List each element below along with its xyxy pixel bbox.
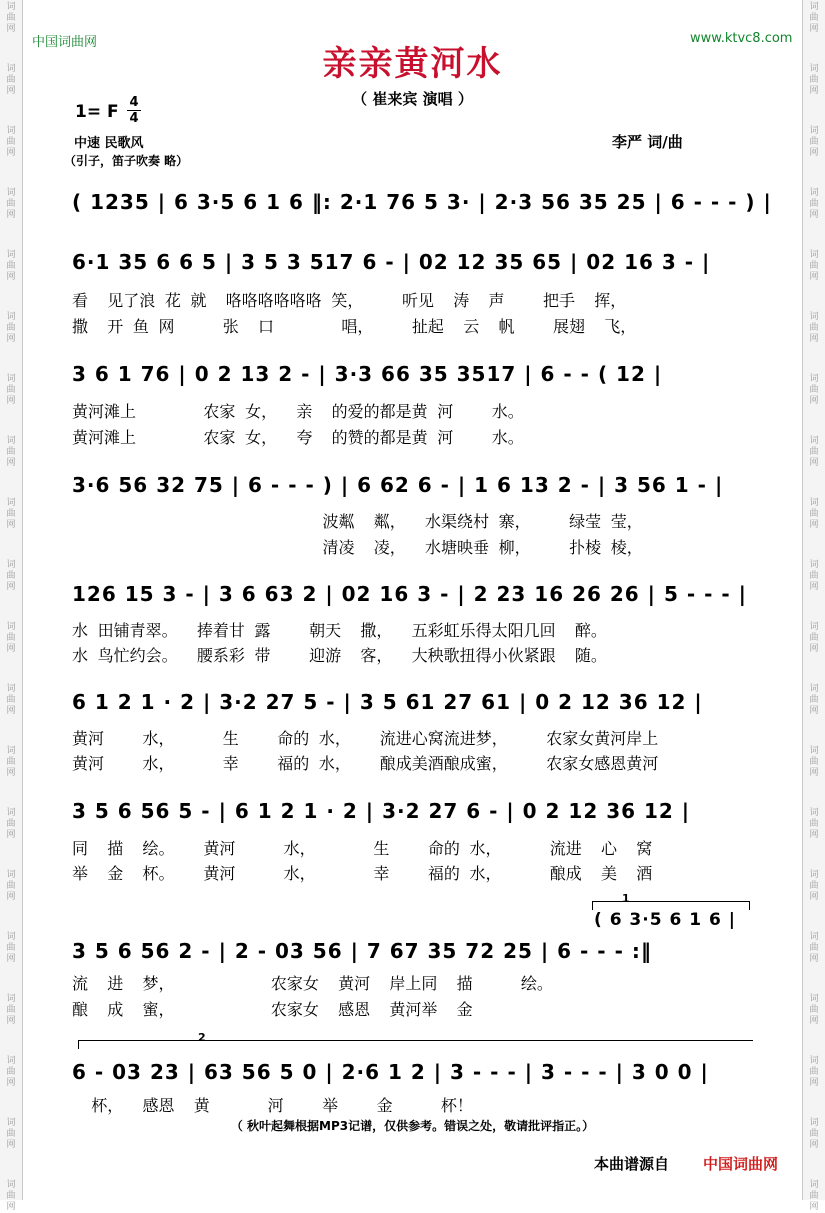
time-numerator: 4 xyxy=(129,95,139,110)
lyric-line-8b: 酿 成 蜜， 农家女 感恩 黄河举 金 xyxy=(72,1000,473,1019)
music-line-9: 6 - 03 23 | 63 56 5 0 | 2·6 1 2 | 3 - - - | 3 - - - | 3 0 0 | xyxy=(72,1060,709,1084)
watermark-text: 词 曲 网 xyxy=(6,374,16,406)
lyric-line-6a: 黄河 水， 生 命的 水， 流进心窝流进梦， 农家女黄河岸上 xyxy=(72,729,659,748)
lyric-line-9: 杯， 感恩 黄 河 举 金 杯！ xyxy=(72,1096,473,1115)
watermark-text: 词 曲 网 xyxy=(809,126,819,158)
left-watermark-strip xyxy=(0,0,23,1212)
watermark-text: 词 曲 网 xyxy=(809,1056,819,1088)
lyric-line-3a: 黄河滩上 农家 女， 亲 的爱的都是黄 河 水。 xyxy=(72,402,524,421)
watermark-text: 词 曲 网 xyxy=(809,250,819,282)
music-line-6: 6 1 2 1 · 2 | 3·2 27 5 - | 3 5 61 27 61 | 0 2 12 36 12 | xyxy=(72,690,703,714)
watermark-text: 词 曲 网 xyxy=(809,560,819,592)
lyric-line-3b: 黄河滩上 农家 女， 夸 的赞的都是黄 河 水。 xyxy=(72,428,524,447)
watermark-text: 词 曲 网 xyxy=(809,932,819,964)
watermark-text: 词 曲 网 xyxy=(809,1118,819,1150)
performer: （ 崔来宾 演唱 ） xyxy=(352,90,473,108)
site-link-right[interactable]: www.ktvc8.com xyxy=(690,31,793,46)
time-signature xyxy=(127,96,141,125)
watermark-text: 词 曲 网 xyxy=(6,250,16,282)
watermark-text: 词 曲 网 xyxy=(809,1180,819,1212)
source-site-link[interactable]: 中国词曲网 xyxy=(703,1155,779,1173)
watermark-text: 词 曲 网 xyxy=(809,808,819,840)
watermark-text: 词 曲 网 xyxy=(6,684,16,716)
lyric-line-8a: 流 进 梦， 农家女 黄河 岸上同 描 绘。 xyxy=(72,974,553,993)
watermark-text: 词 曲 网 xyxy=(809,374,819,406)
watermark-text: 词 曲 网 xyxy=(809,188,819,220)
watermark-text: 词 曲 网 xyxy=(6,932,16,964)
ending-phrase: ( 6 3·5 6 1 6 | xyxy=(594,910,736,930)
second-ending-number: 2 xyxy=(198,1031,206,1044)
watermark-text: 词 曲 网 xyxy=(6,560,16,592)
watermark-text: 词 曲 网 xyxy=(809,436,819,468)
lyric-line-6b: 黄河 水， 幸 福的 水， 酿成美酒酿成蜜， 农家女感恩黄河 xyxy=(72,754,659,773)
lyric-line-7b: 举 金 杯。 黄河 水， 幸 福的 水， 酿成 美 酒 xyxy=(72,864,653,883)
watermark-text: 词 曲 网 xyxy=(6,622,16,654)
first-ending-number: 1 xyxy=(622,892,630,905)
watermark-text: 词 曲 网 xyxy=(6,1056,16,1088)
time-denominator: 4 xyxy=(129,111,139,126)
watermark-text: 词 曲 网 xyxy=(809,312,819,344)
watermark-text: 词 曲 网 xyxy=(6,808,16,840)
watermark-text: 词 曲 网 xyxy=(809,870,819,902)
lyric-line-7a: 同 描 绘。 黄河 水， 生 命的 水， 流进 心 窝 xyxy=(72,839,653,858)
site-link-left[interactable]: 中国词曲网 xyxy=(32,35,98,50)
right-watermark-strip xyxy=(802,0,825,1212)
music-line-4: 3·6 56 32 75 | 6 - - - ) | 6 62 6 - | 1 6 13 2 - | 3 56 1 - | xyxy=(72,473,724,497)
composer: 李严 词/曲 xyxy=(612,133,683,151)
lyric-line-5b: 水 鸟忙约会。 腰系彩 带 迎游 客， 大秧歌扭得小伙紧跟 随。 xyxy=(72,646,607,665)
lyric-line-2a: 看 见了浪 花 就 咯咯咯咯咯咯 笑， 听见 涛 声 把手 挥， xyxy=(72,291,627,310)
tempo-marking: 中速 民歌风 xyxy=(74,136,144,151)
watermark-text: 词 曲 网 xyxy=(6,1180,16,1212)
music-line-5: 126 15 3 - | 3 6 63 2 | 02 16 3 - | 2 23 16 26 26 | 5 - - - | xyxy=(72,582,747,606)
transcription-note: （ 秋叶起舞根据MP3记谱，仅供参考。错误之处，敬请批评指正。） xyxy=(230,1119,595,1133)
music-line-3: 3 6 1 76 | 0 2 13 2 - | 3·3 66 35 3517 | 6 - - ( 12 | xyxy=(72,362,663,386)
music-line-7: 3 5 6 56 5 - | 6 1 2 1 · 2 | 3·2 27 6 - | 0 2 12 36 12 | xyxy=(72,799,691,823)
watermark-text: 词 曲 网 xyxy=(6,126,16,158)
watermark-text: 词 曲 网 xyxy=(809,684,819,716)
watermark-text: 词 曲 网 xyxy=(6,498,16,530)
watermark-text: 词 曲 网 xyxy=(6,188,16,220)
watermark-text: 词 曲 网 xyxy=(6,1118,16,1150)
first-ending-bracket xyxy=(592,901,750,910)
watermark-text: 词 曲 网 xyxy=(6,2,16,34)
watermark-text: 词 曲 网 xyxy=(6,870,16,902)
watermark-text: 词 曲 网 xyxy=(6,312,16,344)
watermark-text: 词 曲 网 xyxy=(809,622,819,654)
lyric-line-2b: 撒 开 鱼 网 张 口 唱， 扯起 云 帆 展翅 飞， xyxy=(72,317,637,336)
watermark-text: 词 曲 网 xyxy=(809,994,819,1026)
watermark-text: 词 曲 网 xyxy=(6,746,16,778)
intro-note: （引子，笛子吹奏 略） xyxy=(64,154,189,168)
watermark-text: 词 曲 网 xyxy=(809,498,819,530)
key-signature: 1= F xyxy=(75,102,119,122)
lyric-line-4b: 清凌 凌， 水塘映垂 柳， 扑棱 棱， xyxy=(72,538,643,557)
watermark-text: 词 曲 网 xyxy=(809,64,819,96)
second-ending-bracket xyxy=(78,1040,753,1049)
watermark-text: 词 曲 网 xyxy=(6,994,16,1026)
source-label: 本曲谱源自 xyxy=(594,1155,670,1173)
lyric-line-4a: 波粼 粼， 水渠绕村 寨， 绿莹 莹， xyxy=(72,512,643,531)
watermark-text: 词 曲 网 xyxy=(6,436,16,468)
watermark-text: 词 曲 网 xyxy=(6,64,16,96)
song-title: 亲亲黄河水 xyxy=(322,44,503,84)
music-line-2: 6·1 35 6 6 5 | 3 5 3 517 6 - | 02 12 35 65 | 02 16 3 - | xyxy=(72,250,711,274)
music-line-1: ( 1235 | 6 3·5 6 1 6 ‖: 2·1 76 5 3· | 2·3 56 35 25 | 6 - - - ) | xyxy=(72,190,772,214)
watermark-text: 词 曲 网 xyxy=(809,746,819,778)
watermark-text: 词 曲 网 xyxy=(809,2,819,34)
lyric-line-5a: 水 田铺青翠。 捧着甘 露 朝天 撒， 五彩虹乐得太阳几回 醉。 xyxy=(72,621,607,640)
music-line-8: 3 5 6 56 2 - | 2 - 03 56 | 7 67 35 72 25 | 6 - - - :‖ xyxy=(72,939,652,963)
